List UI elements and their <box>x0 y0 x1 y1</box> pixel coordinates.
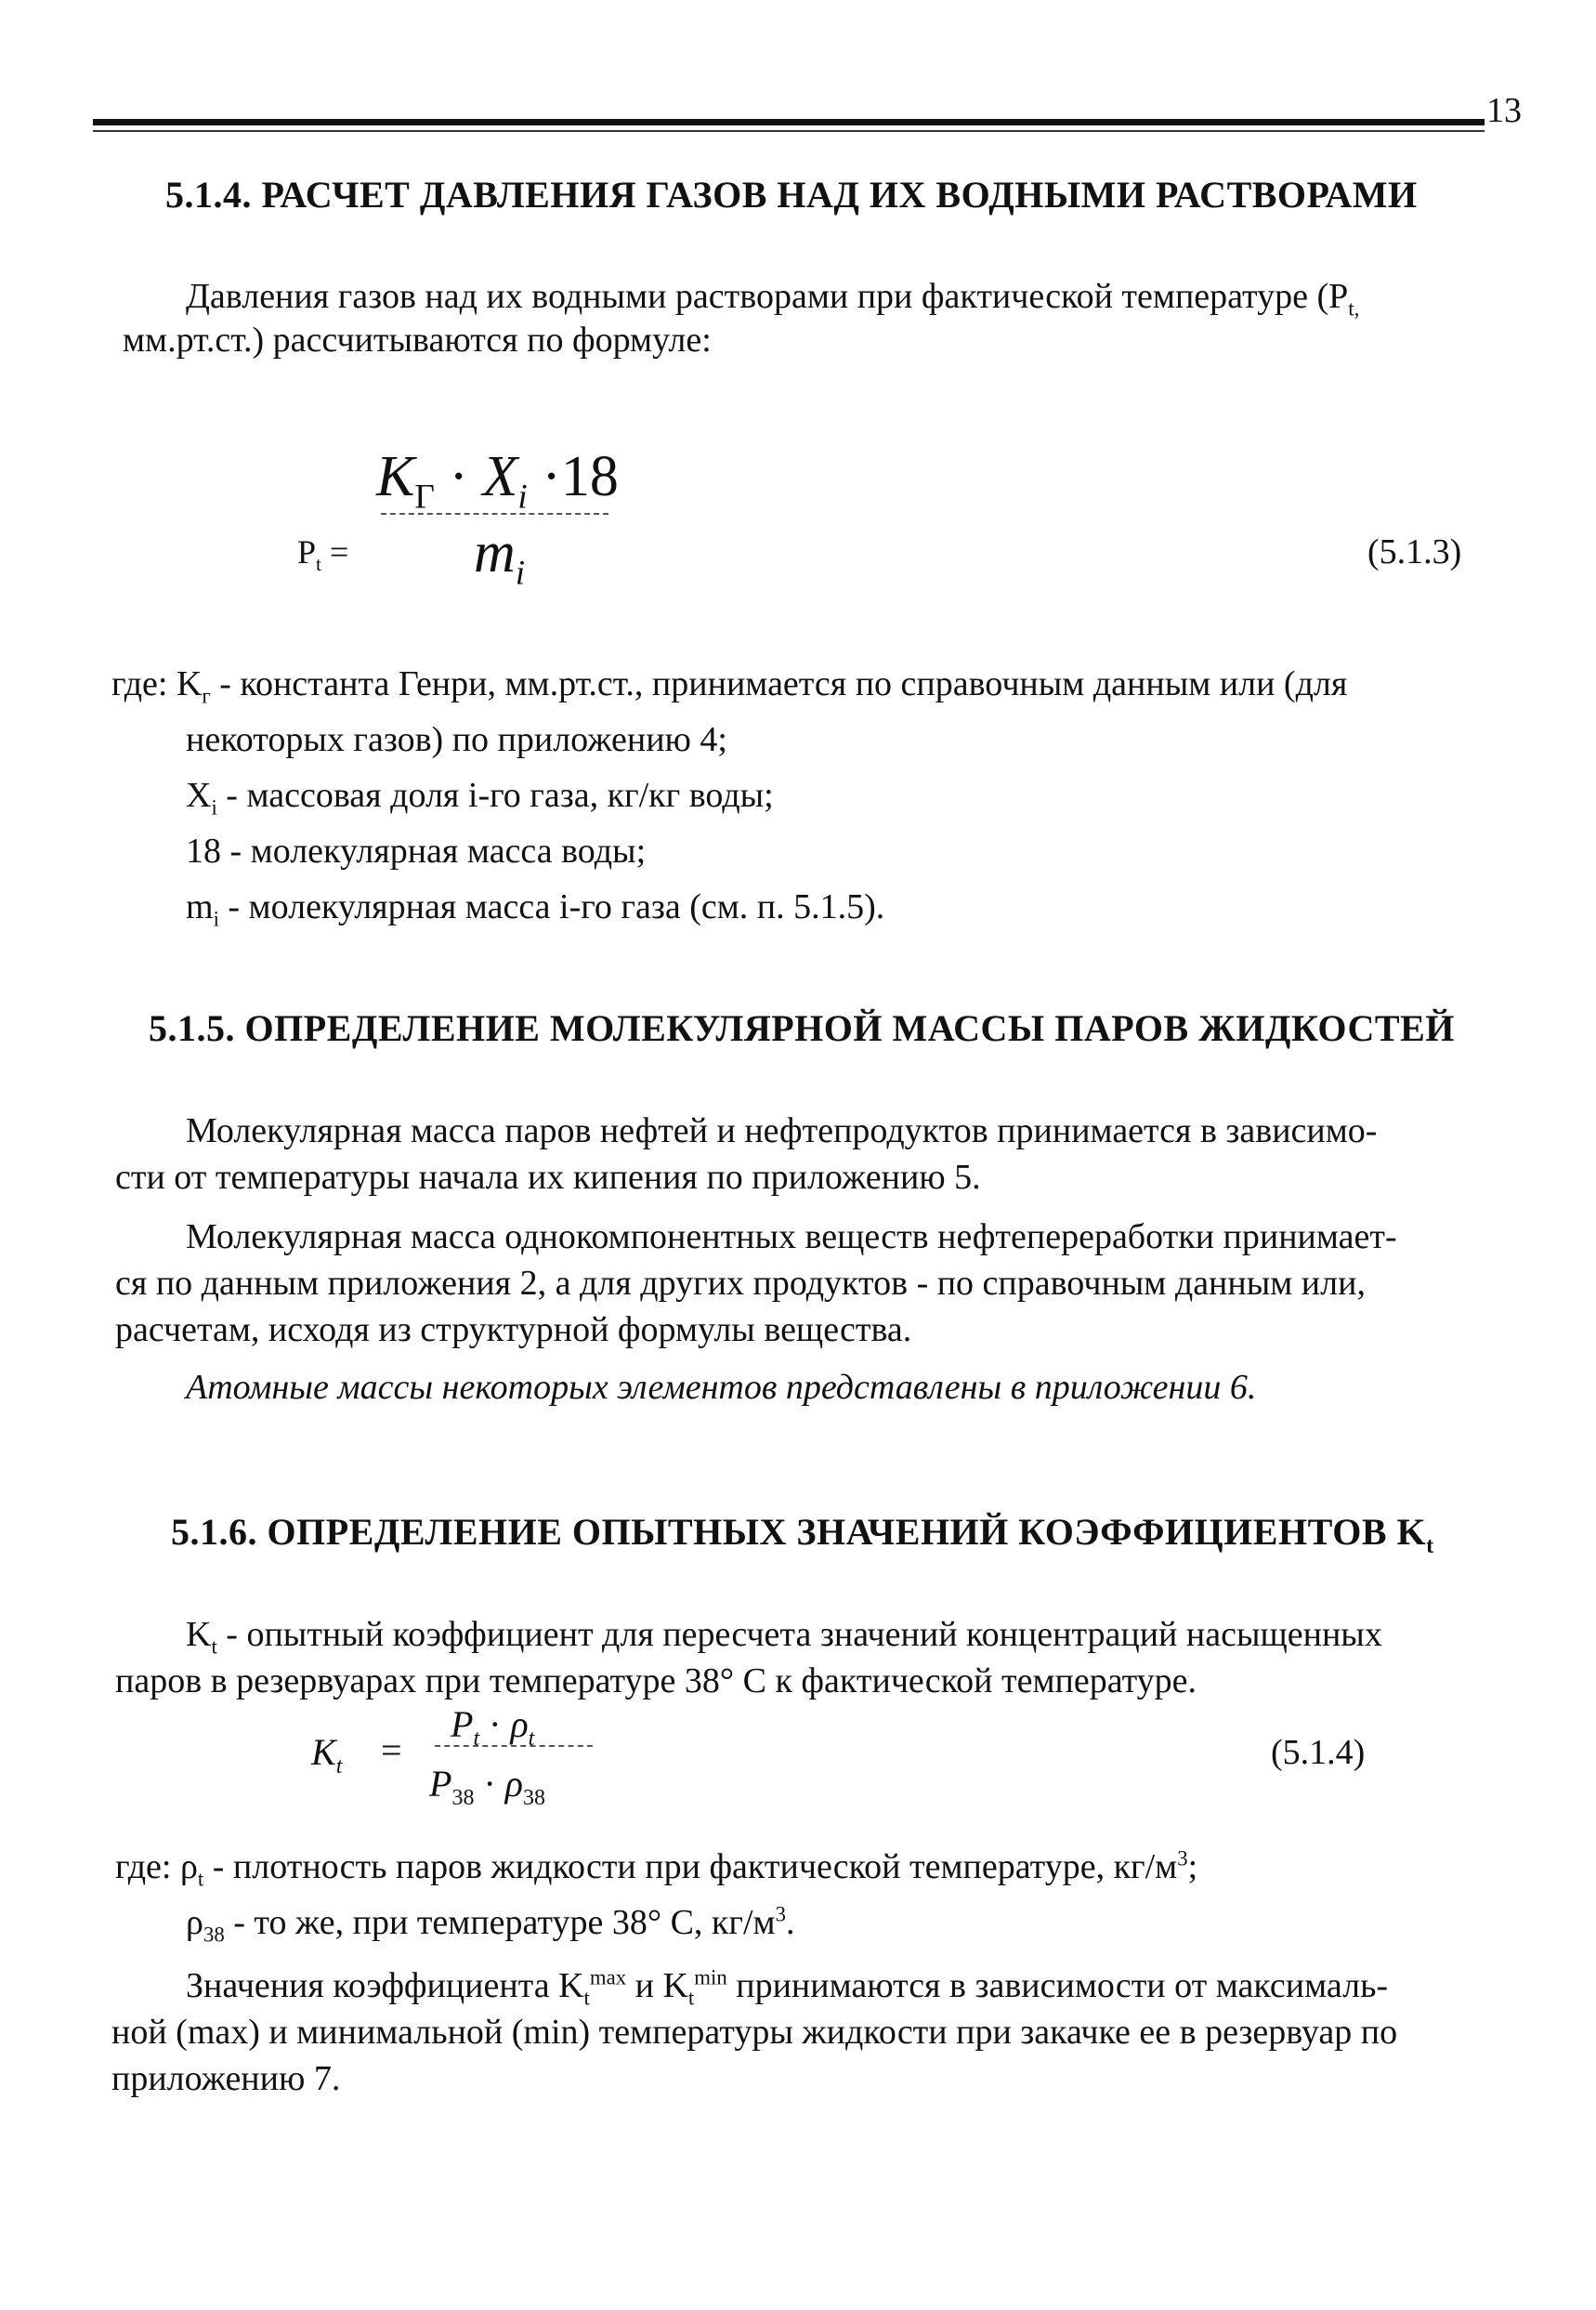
formula-number-5-1-3: (5.1.3) <box>1367 532 1462 571</box>
section-heading-5-1-5: 5.1.5. ОПРЕДЕЛЕНИЕ МОЛЕКУЛЯРНОЙ МАССЫ ПАРОВ ЖИДКОСТЕЙ <box>149 1007 1455 1049</box>
formula-kt-denominator: $P_{38} \cdot \rho_{38}$ <box>429 1763 545 1810</box>
p515-1-line-1: Молекулярная масса паров нефтей и нефтепродуктов принимается в зависимо- <box>186 1111 1378 1150</box>
def-mi: $m_i$ - молекулярная масса i-го газа (см. п. 5.1.5). <box>186 887 885 931</box>
formula-lhs: $P_t$ = <box>297 533 349 576</box>
p515-2-line-3: расчетам, исходя из структурной формулы вещества. <box>115 1310 912 1349</box>
def-rho-t: где: $\rho_t$ - плотность паров жидкости при фактической температуре, $кг/м^3$; <box>115 1846 1198 1891</box>
p515-2-line-1: Молекулярная масса однокомпонентных веществ нефтепереработки принимает- <box>186 1217 1397 1256</box>
def-xi: $X_i$ - массовая доля i-го газа, кг/кг воды; <box>186 776 774 820</box>
formula-kt-eq: = <box>381 1729 402 1771</box>
formula-fraction-line <box>381 513 608 515</box>
def-water-mass: 18 - молекулярная масса воды; <box>186 832 647 871</box>
section-heading-5-1-4: 5.1.4. РАСЧЕТ ДАВЛЕНИЯ ГАЗОВ НАД ИХ ВОДНЫМИ РАСТВОРАМИ <box>165 174 1418 216</box>
header-rule-thick <box>93 119 1485 125</box>
header-rule-thin <box>93 130 1485 132</box>
def-kg: где: $K_г$ - константа Генри, мм.рт.ст., принимается по справочным данным или (для <box>111 664 1348 708</box>
section-heading-5-1-6: 5.1.6. ОПРЕДЕЛЕНИЕ ОПЫТНЫХ ЗНАЧЕНИЙ КОЭФФИЦИЕНТОВ $K_t$ <box>171 1511 1434 1558</box>
p516-2-line-1: Значения коэффициента $K_t^{max}$ и $K_t^{min}$ принимаются в зависимости от максималь- <box>186 1965 1389 2010</box>
intro-line-1: Давления газов над их водными растворами при фактической температуре ($P_{t,}$ <box>186 277 1360 321</box>
p516-2-line-2: ной (max) и минимальной (min) температуры жидкости при закачке ее в резервуар по <box>111 2013 1398 2052</box>
p515-1-line-2: сти от температуры начала их кипения по приложению 5. <box>115 1158 981 1197</box>
formula-number-5-1-4: (5.1.4) <box>1271 1733 1366 1772</box>
formula-kt-fraction-line <box>435 1745 593 1747</box>
p516-2-line-3: приложению 7. <box>111 2059 341 2098</box>
formula-numerator: $K_Г \cdot X_i \cdot 18$ <box>376 445 619 517</box>
p516-1-line-2: паров в резервуарах при температуре 38° С к фактической температуре. <box>115 1661 1197 1700</box>
formula-kt-lhs: $K_t$ <box>311 1731 343 1778</box>
def-rho-38: $\rho_{38}$ - то же, при температуре 38° С, $кг/м^3$. <box>186 1902 795 1947</box>
p515-2-line-2: ся по данным приложения 2, а для других продуктов - по справочным данным или, <box>115 1264 1366 1303</box>
def-kg-cont: некоторых газов) по приложению 4; <box>186 720 727 759</box>
intro-line-2: мм.рт.ст.) рассчитываются по формуле: <box>123 321 712 360</box>
formula-denominator: $m_i$ <box>474 521 526 593</box>
formula-kt-numerator: $P_t \cdot \rho_t$ <box>451 1703 535 1751</box>
p516-1-line-1: $K_t$ - опытный коэффициент для пересчета значений концентраций насыщенных <box>186 1615 1382 1659</box>
page-number: 13 <box>1486 91 1522 130</box>
p515-3: Атомные массы некоторых элементов представлены в приложении 6. <box>186 1368 1257 1407</box>
